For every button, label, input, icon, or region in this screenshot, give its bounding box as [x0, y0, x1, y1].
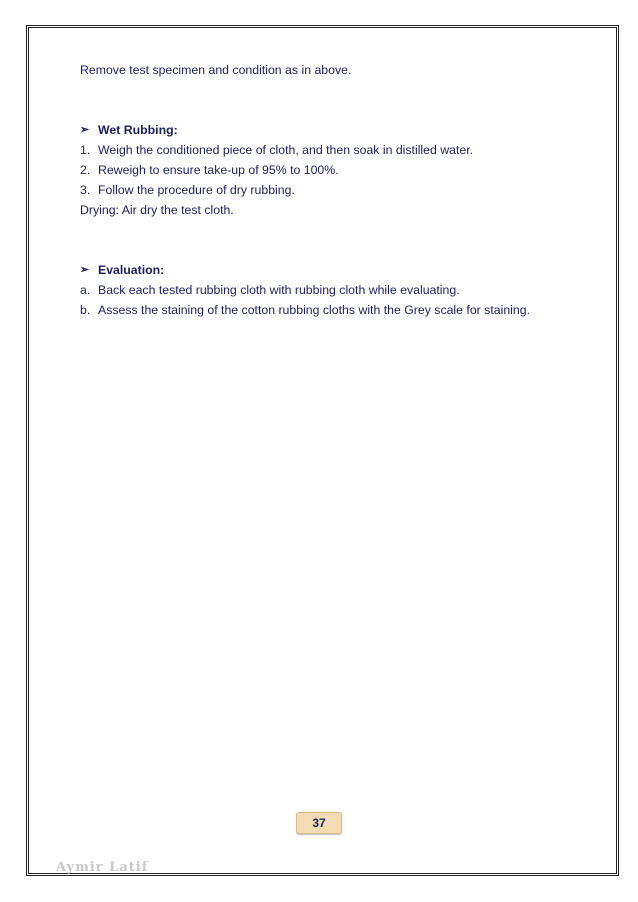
list-marker: 3.	[80, 183, 91, 197]
list-item-text: Weigh the conditioned piece of cloth, and then soak in distilled water.	[98, 143, 474, 157]
wet-rubbing-title: Wet Rubbing:	[98, 123, 178, 137]
list-marker: 2.	[80, 163, 91, 177]
author-watermark: Aymir Latif	[56, 860, 149, 875]
list-marker: 1.	[80, 143, 91, 157]
list-item-text: Reweigh to ensure take-up of 95% to 100%.	[98, 163, 339, 177]
list-marker: a.	[80, 283, 91, 297]
wet-rubbing-heading	[80, 120, 580, 140]
page-number: 37	[296, 812, 342, 834]
list-item	[80, 300, 580, 320]
list-item	[80, 280, 580, 300]
document-body	[80, 60, 580, 320]
arrow-bullet-icon: ➢	[80, 264, 90, 276]
list-item	[80, 180, 580, 200]
list-marker: b.	[80, 303, 91, 317]
evaluation-title: Evaluation:	[98, 263, 165, 277]
drying-paragraph: Drying: Air dry the test cloth.	[80, 203, 234, 217]
list-item	[80, 160, 580, 180]
list-item-text: Back each tested rubbing cloth with rubbing cloth while evaluating.	[98, 283, 460, 297]
arrow-bullet-icon: ➢	[80, 124, 90, 136]
list-item-text: Assess the staining of the cotton rubbing cloths with the Grey scale for staining.	[98, 303, 530, 317]
list-item	[80, 140, 580, 160]
list-item-text: Follow the procedure of dry rubbing.	[98, 183, 295, 197]
evaluation-heading	[80, 260, 580, 280]
intro-paragraph: Remove test specimen and condition as in above.	[80, 63, 352, 77]
